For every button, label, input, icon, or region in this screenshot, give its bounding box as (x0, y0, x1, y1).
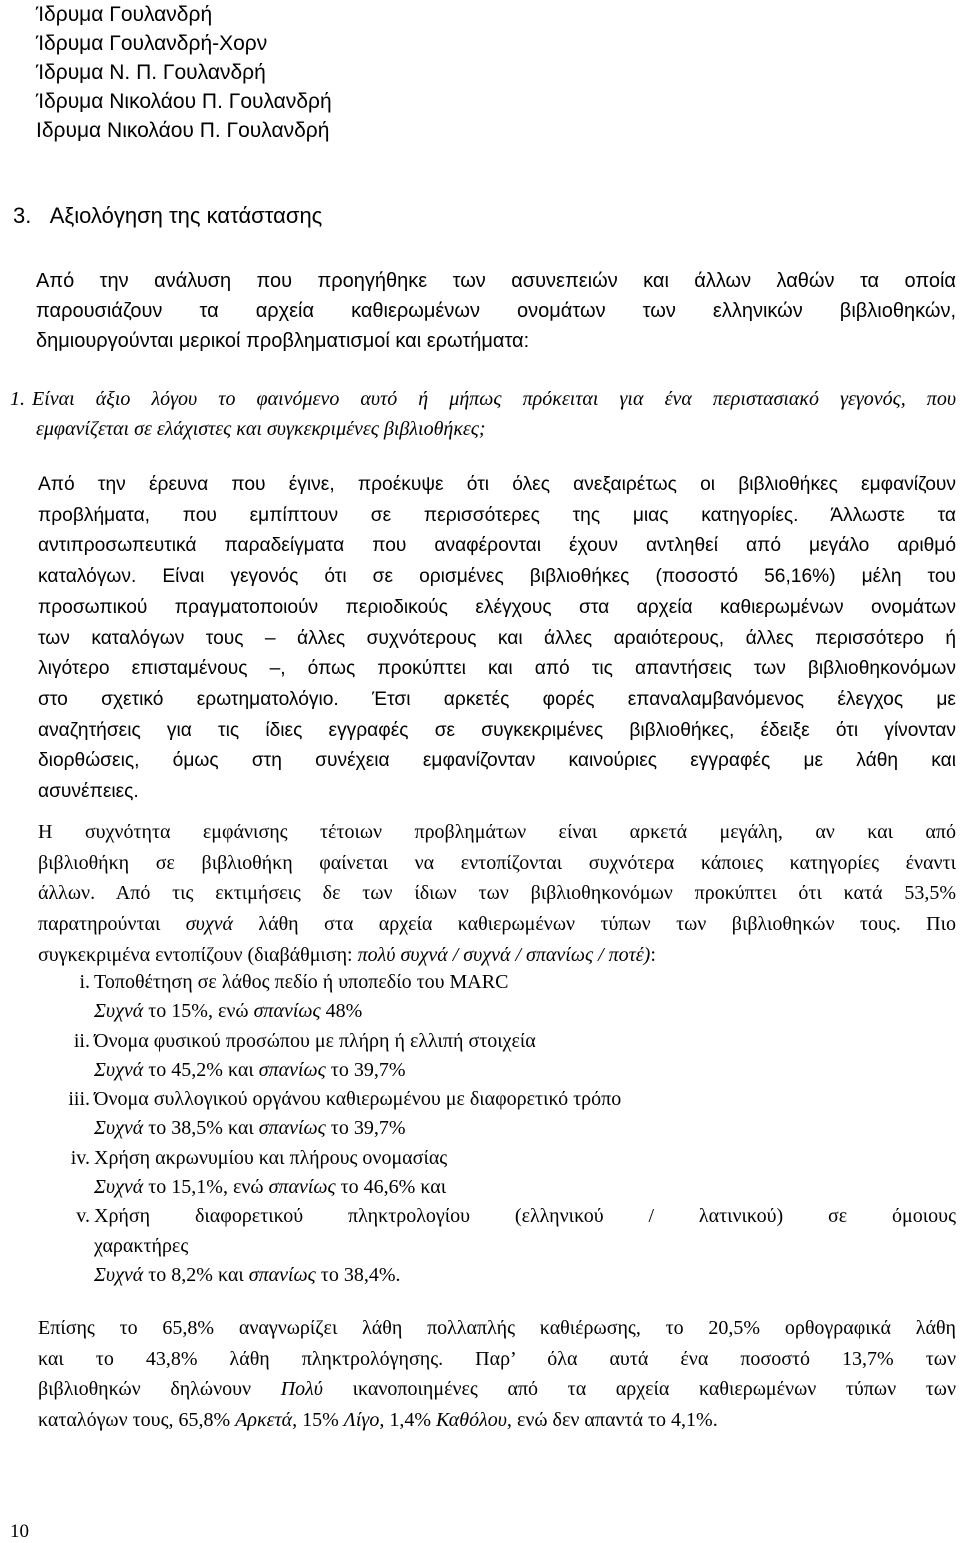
name-variant: Ίδρυμα Γουλανδρή-Χορν (36, 32, 268, 55)
text-line (38, 1405, 956, 1436)
text-line: διορθώσεις, όμως στη συνέχεια εμφανίζονταν καινούριες εγγραφές με λάθη και (38, 750, 956, 772)
rarely-label: σπανίως (258, 1058, 326, 1081)
list-item-title-cont: χαρακτήρες (94, 1234, 189, 1257)
text-line: των καταλόγων τους – άλλες συχνότερους και άλλες αραιότερους, άλλες περισσότερο ή (38, 627, 956, 649)
text-line: Από την ανάλυση που προηγήθηκε των ασυνεπειών και άλλων λαθών τα οποία (36, 270, 956, 292)
section-title: Αξιολόγηση της κατάστασης (49, 203, 323, 228)
list-item (56, 1144, 956, 1203)
text-run: ικανοποιημένες από τα αρχεία καθιερωμένων τύπων των (323, 1378, 957, 1400)
text-line: καταλόγων. Είναι γεγονός ότι σε ορισμένες βιβλιοθήκες (ποσοστό 56,16%) μέλη του (38, 566, 956, 588)
list-item-stat (94, 1261, 956, 1290)
text-run: 1,4% (384, 1408, 436, 1431)
list-item-stat (94, 1056, 956, 1085)
often-label: Συχνά (94, 1263, 144, 1286)
list-item-stat (94, 997, 956, 1026)
list-item-stat (94, 1114, 956, 1143)
often-label: Συχνά (94, 1058, 144, 1081)
often-value: το 15,1%, ενώ (143, 1176, 269, 1199)
list-item-title: Χρήση ακρωνυμίου και πλήρους ονομασίας (94, 1146, 448, 1169)
text-line: Η συχνότητα εμφάνισης τέτοιων προβλημάτων είναι αρκετά μεγάλη, αν και από (38, 821, 956, 843)
often-value: το 45,2% και (143, 1058, 259, 1081)
rarely-label: σπανίως (248, 1263, 316, 1286)
text-line (38, 1374, 956, 1405)
text-line: άλλων. Από τις εκτιμήσεις δε των ίδιων των βιβλιοθηκονόμων προκύπτει ότι κατά 53,5% (38, 882, 956, 905)
text-run: ενώ δεν απαντά το 4,1%. (511, 1408, 718, 1431)
text-line: αντιπροσωπευτικά παραδείγματα που αναφέρονται έχουν αντληθεί από μεγάλο αριθμό (38, 535, 956, 557)
rarely-label: σπανίως (253, 1000, 321, 1023)
text-line: στο σχετικό ερωτηματολόγιο. Έτσι αρκετές φορές επαναλαμβανόμενος έλεγχος με (38, 688, 956, 710)
rarely-value: το 39,7% (325, 1117, 406, 1140)
list-item (56, 1027, 956, 1086)
rarely-label: σπανίως (268, 1176, 336, 1199)
text-line (38, 909, 956, 940)
rarely-value: το 38,4%. (315, 1263, 401, 1286)
text-line: προσωπικού πραγματοποιούν περιοδικούς ελέγχους στα αρχεία καθιερωμένων ονομάτων (38, 596, 956, 618)
list-item-stat (94, 1173, 956, 1202)
rarely-value: το 39,7% (325, 1058, 406, 1081)
list-item-title: Όνομα συλλογικού οργάνου καθιερωμένου με διαφορετικό τρόπο (94, 1088, 622, 1111)
list-item-title: Όνομα φυσικού προσώπου με πλήρη ή ελλιπή στοιχεία (94, 1029, 536, 1052)
text-run: λάθη στα αρχεία καθιερωμένων τύπων των βιβλιοθηκών τους. Πιο (233, 913, 957, 936)
text-line (10, 384, 956, 414)
text-run: καταλόγων τους, 65,8% (38, 1408, 236, 1431)
name-variant: Ίδρυμα Γουλανδρή (36, 3, 213, 26)
text-line: αναζητήσεις για τις ίδιες εγγραφές σε συγκεκριμένες βιβλιοθήκες, έδειξε ότι γίνονταν (38, 719, 956, 741)
text-run: 15% (297, 1408, 344, 1431)
italic-run: πολύ συχνά / συχνά / σπανίως / ποτέ) (357, 943, 651, 966)
text-line: προβλήματα, που εμπίπτουν σε περισσότερες της μιας κατηγορίες. Άλλωστε τα (38, 504, 956, 526)
list-item-title: Τοποθέτηση σε λάθος πεδίο ή υποπεδίο του MARC (94, 971, 509, 993)
italic-run: συχνά (185, 913, 233, 936)
section-number: 3. (13, 203, 32, 228)
often-value: το 15%, ενώ (143, 1000, 254, 1023)
text-line: και το 43,8% λάθη πληκτρολόγησης. Παρ’ όλα αυτά ένα ποσοστό 13,7% των (38, 1347, 956, 1370)
text-line: λιγότερο επισταμένους –, όπως προκύπτει και από τις απαντήσεις των βιβλιοθηκονόμων (38, 658, 956, 680)
question-text: Είναι άξιο λόγου το φαινόμενο αυτό ή μήπως πρόκειται για ένα περιστασιακό γεγονός, που (32, 388, 956, 410)
error-category-list (56, 968, 956, 1290)
text-line: ασυνέπειες. (38, 781, 139, 803)
question-number: 1. (10, 388, 25, 410)
italic-run: Αρκετά, (235, 1408, 298, 1431)
text-run: παρατηρούνται (38, 913, 186, 936)
often-label: Συχνά (94, 1176, 144, 1199)
list-numeral: iii. (68, 1088, 90, 1111)
paragraph-satisfaction (38, 1313, 956, 1435)
name-variant: Ίδρυμα Ν. Π. Γουλανδρή (36, 61, 266, 84)
often-value: το 38,5% και (143, 1117, 259, 1140)
section-heading (13, 201, 322, 231)
question-1 (10, 384, 956, 444)
often-label: Συχνά (94, 1000, 144, 1023)
text-line: δημιουργούνται μερικοί προβληματισμοί και ερωτήματα: (36, 330, 530, 352)
name-variant: Ίδρυμα Νικολάου Π. Γουλανδρή (36, 90, 332, 113)
rarely-label: σπανίως (258, 1117, 326, 1140)
list-item (56, 968, 956, 1027)
list-item (56, 1202, 956, 1290)
list-numeral: ii. (73, 1029, 90, 1052)
intro-paragraph (36, 266, 956, 356)
italic-run: Πολύ (280, 1378, 323, 1400)
name-variant: Ιδρυμα Νικολάου Π. Γουλανδρή (36, 119, 330, 142)
rarely-value: το 46,6% και (335, 1176, 447, 1199)
italic-run: Καθόλου, (436, 1408, 512, 1431)
text-line: Επίσης το 65,8% αναγνωρίζει λάθη πολλαπλής καθιέρωσης, το 20,5% ορθογραφικά λάθη (38, 1317, 956, 1339)
text-run: βιβλιοθηκών δηλώνουν (38, 1378, 281, 1400)
page-number: 10 (10, 1521, 29, 1542)
often-label: Συχνά (94, 1117, 144, 1140)
list-numeral: v. (76, 1205, 90, 1228)
list-item (56, 1085, 956, 1144)
list-numeral: iv. (70, 1146, 90, 1169)
paragraph-findings (38, 470, 956, 808)
list-numeral: i. (79, 971, 90, 993)
text-line: εμφανίζεται σε ελάχιστες και συγκεκριμένες βιβλιοθήκες; (36, 418, 486, 440)
paragraph-frequency (38, 817, 956, 971)
foundation-name-variants (36, 0, 536, 145)
text-line: παρουσιάζουν τα αρχεία καθιερωμένων ονομάτων των ελληνικών βιβλιοθηκών, (36, 300, 956, 322)
list-item-title: Χρήση διαφορετικού πληκτρολογίου (ελληνικού / λατινικού) σε όμοιους (94, 1205, 956, 1228)
rarely-value: 48% (320, 1000, 363, 1023)
text-line (38, 940, 956, 971)
text-run: συγκεκριμένα εντοπίζουν (διαβάθμιση: (38, 943, 358, 966)
text-line: Από την έρευνα που έγινε, προέκυψε ότι όλες ανεξαιρέτως οι βιβλιοθήκες εμφανίζουν (38, 474, 956, 495)
often-value: το 8,2% και (143, 1263, 249, 1286)
text-run: : (650, 943, 656, 966)
text-line: βιβλιοθήκη σε βιβλιοθήκη φαίνεται να εντοπίζονται συχνότερα κάποιες κατηγορίες έναντι (38, 851, 956, 874)
italic-run: Λίγο, (343, 1408, 385, 1431)
